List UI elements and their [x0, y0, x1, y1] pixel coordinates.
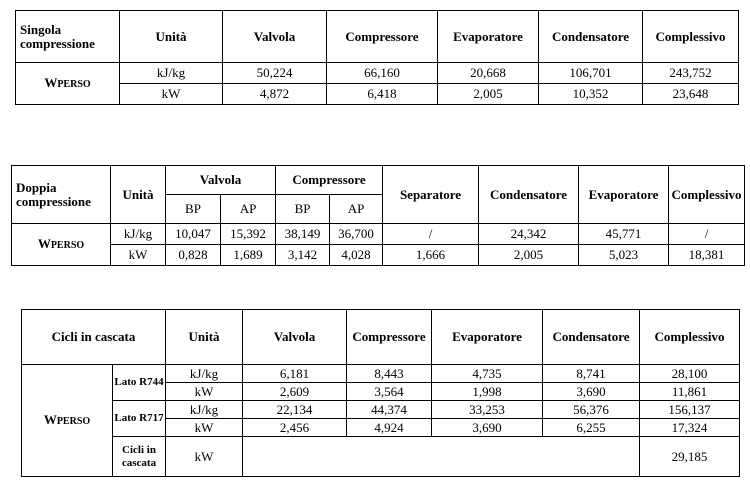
t2-subheader-bp: BP [166, 195, 221, 224]
t2-unit: kW [111, 245, 166, 266]
t2-title: Doppia compressione [12, 166, 111, 224]
t2-cell: 3,142 [276, 245, 330, 266]
t2-cell: 24,342 [479, 224, 579, 245]
t3-unit: kW [166, 437, 243, 477]
t3-row-label: WPERSO [22, 365, 113, 477]
t2-header-unita: Unità [111, 166, 166, 224]
t3-header-unita: Unità [166, 310, 243, 365]
table-singola-compressione [15, 10, 739, 105]
table-cicli-in-cascata [21, 309, 740, 477]
t1-header-complessivo: Complessivo [643, 11, 739, 63]
t1-cell: 50,224 [223, 63, 327, 84]
t2-cell: 1,666 [383, 245, 479, 266]
t3-cell: 22,134 [243, 401, 347, 419]
t1-header-evaporatore: Evaporatore [438, 11, 539, 63]
t2-cell: / [669, 224, 745, 245]
t2-cell: 36,700 [330, 224, 383, 245]
t3-cell: 4,735 [432, 365, 543, 383]
t3-cicli-label: Cicli in cascata [113, 437, 166, 477]
t1-header-unita: Unità [120, 11, 223, 63]
t2-header-condensatore: Condensatore [479, 166, 579, 224]
t2-cell: 5,023 [579, 245, 669, 266]
t3-unit: kW [166, 419, 243, 437]
t3-cell: 8,741 [543, 365, 640, 383]
t3-cell: 2,609 [243, 383, 347, 401]
t3-unit: kJ/kg [166, 365, 243, 383]
t1-cell: 2,005 [438, 84, 539, 105]
t3-header-evaporatore: Evaporatore [432, 310, 543, 365]
t1-cell: 243,752 [643, 63, 739, 84]
t1-cell: 20,668 [438, 63, 539, 84]
t2-cell: / [383, 224, 479, 245]
t3-lato-r717: Lato R717 [113, 401, 166, 437]
t1-cell: 6,418 [327, 84, 438, 105]
t1-header-valvola: Valvola [223, 11, 327, 63]
t2-row-label: WPERSO [12, 224, 111, 266]
t2-cell: 38,149 [276, 224, 330, 245]
t2-cell: 15,392 [221, 224, 276, 245]
t2-subheader-ap: AP [221, 195, 276, 224]
t2-cell: 18,381 [669, 245, 745, 266]
t3-title: Cicli in cascata [22, 310, 166, 365]
t3-cell: 8,443 [347, 365, 432, 383]
t3-empty-span [243, 437, 640, 477]
t1-cell: 23,648 [643, 84, 739, 105]
t3-header-compressore: Compressore [347, 310, 432, 365]
t2-header-compressore: Compressore [276, 166, 383, 195]
t3-unit: kW [166, 383, 243, 401]
t3-cell: 2,456 [243, 419, 347, 437]
t3-cell: 44,374 [347, 401, 432, 419]
t3-unit: kJ/kg [166, 401, 243, 419]
t2-cell: 0,828 [166, 245, 221, 266]
t3-lato-r744: Lato R744 [113, 365, 166, 401]
t2-cell: 1,689 [221, 245, 276, 266]
t1-cell: 66,160 [327, 63, 438, 84]
t3-cell: 1,998 [432, 383, 543, 401]
t1-unit: kW [120, 84, 223, 105]
t3-cicli-total: 29,185 [640, 437, 740, 477]
t1-title: Singola compressione [16, 11, 120, 63]
t3-cell: 28,100 [640, 365, 740, 383]
t1-cell: 106,701 [539, 63, 643, 84]
t2-cell: 2,005 [479, 245, 579, 266]
t2-cell: 10,047 [166, 224, 221, 245]
table-doppia-compressione [11, 165, 745, 266]
t3-cell: 156,137 [640, 401, 740, 419]
t2-header-valvola: Valvola [166, 166, 276, 195]
t3-cell: 3,690 [543, 383, 640, 401]
t2-header-evaporatore: Evaporatore [579, 166, 669, 224]
t1-cell: 4,872 [223, 84, 327, 105]
t3-header-valvola: Valvola [243, 310, 347, 365]
t3-cell: 33,253 [432, 401, 543, 419]
t1-header-condensatore: Condensatore [539, 11, 643, 63]
t3-cell: 6,181 [243, 365, 347, 383]
t3-cell: 56,376 [543, 401, 640, 419]
t3-cell: 4,924 [347, 419, 432, 437]
t2-cell: 4,028 [330, 245, 383, 266]
t2-cell: 45,771 [579, 224, 669, 245]
t1-row-label: WPERSO [16, 63, 120, 105]
t1-cell: 10,352 [539, 84, 643, 105]
t1-unit: kJ/kg [120, 63, 223, 84]
t3-cell: 3,564 [347, 383, 432, 401]
t3-cell: 11,861 [640, 383, 740, 401]
t3-header-complessivo: Complessivo [640, 310, 740, 365]
t3-cell: 17,324 [640, 419, 740, 437]
t2-subheader-ap: AP [330, 195, 383, 224]
t2-header-complessivo: Complessivo [669, 166, 745, 224]
t2-unit: kJ/kg [111, 224, 166, 245]
t2-header-separatore: Separatore [383, 166, 479, 224]
t2-subheader-bp: BP [276, 195, 330, 224]
t3-cell: 3,690 [432, 419, 543, 437]
t3-header-condensatore: Condensatore [543, 310, 640, 365]
t3-cell: 6,255 [543, 419, 640, 437]
t1-header-compressore: Compressore [327, 11, 438, 63]
